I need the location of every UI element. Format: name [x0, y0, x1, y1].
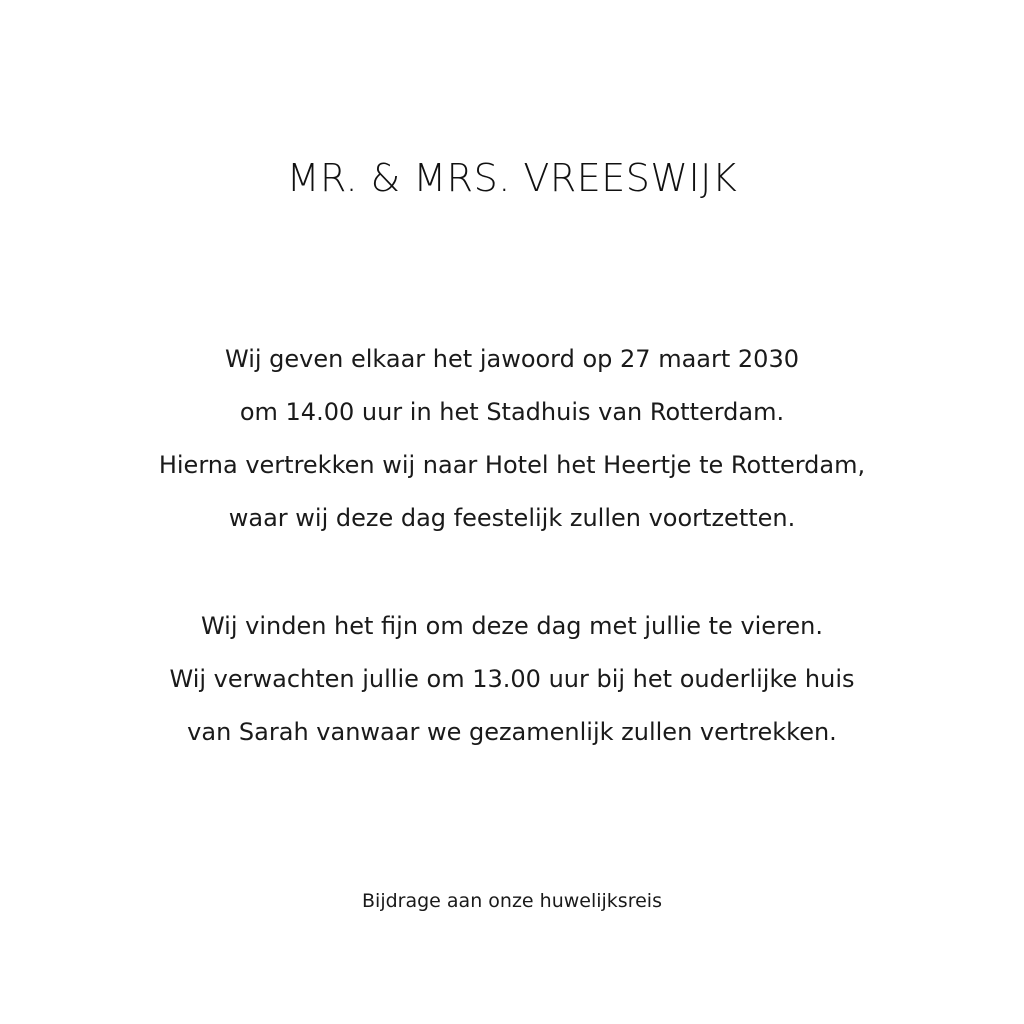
gift-note: Bijdrage aan onze huwelijksreis [362, 890, 662, 912]
ceremony-line-3: Hierna vertrekken wij naar Hotel het Heertje te Rotterdam, [158, 451, 866, 479]
ceremony-line-4: waar wij deze dag feestelijk zullen voortzetten. [228, 504, 796, 532]
couple-title: MR. & MRS. VREESWIJK [286, 156, 738, 200]
ceremony-line-2: om 14.00 uur in het Stadhuis van Rotterdam. [239, 398, 785, 426]
ceremony-paragraph [0, 333, 1024, 545]
meeting-line-3: van Sarah vanwaar we gezamenlijk zullen vertrekken. [187, 718, 837, 746]
meeting-line-1: Wij vinden het fijn om deze dag met jullie te vieren. [200, 612, 824, 640]
meeting-line-2: Wij verwachten jullie om 13.00 uur bij het ouderlijke huis [169, 665, 855, 693]
ceremony-line-1: Wij geven elkaar het jawoord op 27 maart 2030 [225, 345, 799, 373]
meeting-paragraph [0, 600, 1024, 759]
